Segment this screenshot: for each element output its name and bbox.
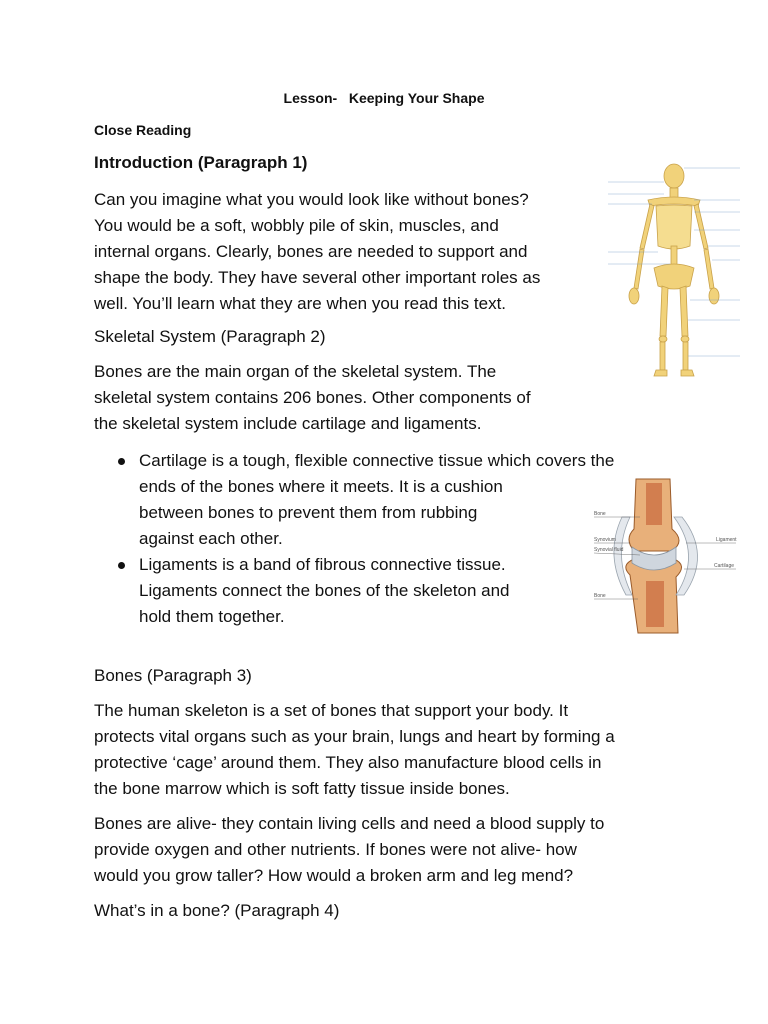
text-line: internal organs. Clearly, bones are needed to support and (94, 242, 528, 261)
skeleton-diagram (604, 160, 744, 382)
text-line: the bone marrow which is soft fatty tissue inside bones. (94, 779, 510, 798)
skeletal-paragraph (94, 359, 531, 437)
synovial-joint-diagram (590, 477, 740, 637)
joint-label: Cartilage (714, 563, 735, 569)
text-line: the skeletal system include cartilage and ligaments. (94, 414, 482, 433)
joint-label: Bone (594, 593, 606, 599)
text-line: Ligaments is a band of fibrous connective tissue. (139, 555, 506, 574)
text-line: ends of the bones where it meets. It is a cushion (139, 477, 503, 496)
lesson-title: Lesson- Keeping Your Shape (283, 90, 485, 106)
joint-label: Ligament (716, 537, 737, 543)
bone-contents-heading: What’s in a bone? (Paragraph 4) (94, 901, 340, 920)
text-line: against each other. (139, 529, 283, 548)
intro-heading: Introduction (Paragraph 1) (94, 153, 308, 172)
text-line: Cartilage is a tough, flexible connective tissue which covers the (139, 451, 615, 470)
bones-paragraph-2 (94, 811, 604, 889)
text-line: Can you imagine what you would look like without bones? (94, 190, 529, 209)
text-line: Bones are alive- they contain living cells and need a blood supply to (94, 814, 605, 833)
bones-heading: Bones (Paragraph 3) (94, 666, 252, 685)
bones-paragraph-1 (94, 698, 615, 802)
text-line: between bones to prevent them from rubbing (139, 503, 478, 522)
bullet-icon (118, 458, 125, 465)
text-line: protects vital organs such as your brain, lungs and heart by forming a (94, 727, 615, 746)
text-line: would you grow taller? How would a broken arm and leg mend? (94, 866, 574, 885)
text-line: You would be a soft, wobbly pile of skin, muscles, and (94, 216, 499, 235)
text-line: protective ‘cage’ around them. They also manufacture blood cells in (94, 753, 602, 772)
text-line: provide oxygen and other nutrients. If bones were not alive- how (94, 840, 577, 859)
text-line: The human skeleton is a set of bones that support your body. It (94, 701, 569, 720)
text-line: shape the body. They have several other important roles as (94, 268, 541, 287)
skeletal-heading: Skeletal System (Paragraph 2) (94, 327, 326, 346)
joint-label: Synovial fluid (594, 547, 624, 553)
text-line: hold them together. (139, 607, 285, 626)
close-reading-label: Close Reading (94, 122, 192, 138)
text-line: well. You’ll learn what they are when you read this text. (94, 294, 507, 313)
bullet-icon (118, 562, 125, 569)
text-line: Ligaments connect the bones of the skeleton and (139, 581, 510, 600)
text-line: skeletal system contains 206 bones. Other components of (94, 388, 531, 407)
joint-label: Synovium (594, 537, 616, 543)
intro-paragraph (94, 187, 540, 317)
text-line: Bones are the main organ of the skeletal system. The (94, 362, 497, 381)
joint-label: Bone (594, 511, 606, 517)
